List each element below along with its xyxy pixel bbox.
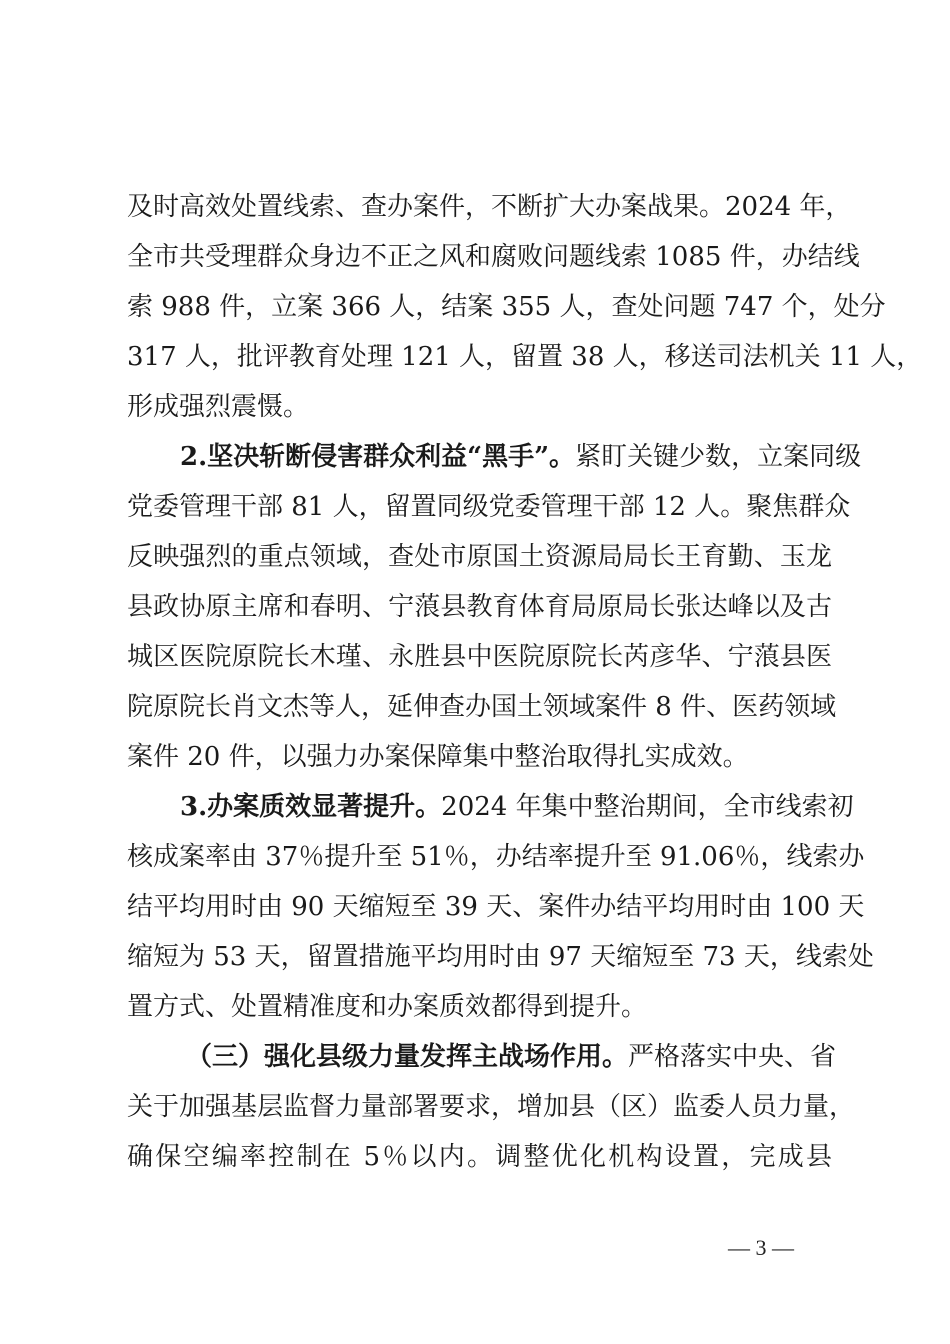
paragraph-1-line-4: 317 人，批评教育处理 121 人，留置 38 人，移送司法机关 11 人，: [127, 342, 923, 372]
paragraph-3-line-2: 核成案率由 37％提升至 51％，办结率提升至 91.06％，线索办: [127, 842, 865, 872]
paragraph-2-line-4: 县政协原主席和春明、宁蒗县教育体育局原局长张达峰以及古: [127, 592, 832, 622]
paragraph-1-line-3: 索 988 件，立案 366 人，结案 355 人，查处问题 747 个，处分: [127, 292, 886, 322]
paragraph-2-line-7: 案件 20 件，以强力办案保障集中整治取得扎实成效。: [127, 742, 749, 772]
paragraph-3-heading: 3.办案质效显著提升。: [180, 792, 442, 822]
paragraph-2-first-line: [180, 432, 862, 482]
paragraph-4-first-line-text: 严格落实中央、省: [628, 1042, 837, 1072]
paragraph-1-line-2: 全市共受理群众身边不正之风和腐败问题线索 1085 件，办结线: [127, 242, 860, 272]
paragraph-3-line-5: 置方式、处置精准度和办案质效都得到提升。: [127, 992, 648, 1022]
paragraph-4-line-2: 关于加强基层监督力量部署要求，增加县（区）监委人员力量，: [127, 1092, 856, 1122]
paragraph-2-line-5: 城区医院原院长木瑾、永胜县中医院原院长芮彦华、宁蒗县医: [127, 642, 832, 672]
paragraph-2-first-line-text: 紧盯关键少数，立案同级: [575, 442, 862, 472]
paragraph-3-first-line-text: 2024 年集中整治期间，全市线索初: [441, 792, 854, 822]
page-number: — 3 —: [728, 1235, 794, 1260]
paragraph-1-line-5: 形成强烈震慑。: [127, 392, 310, 422]
paragraph-2-heading: 2.坚决斩断侵害群众利益“黑手”。: [180, 442, 576, 472]
paragraph-3-line-4: 缩短为 53 天，留置措施平均用时由 97 天缩短至 73 天，线索处: [127, 942, 874, 972]
paragraph-2-line-2: 党委管理干部 81 人，留置同级党委管理干部 12 人。聚焦群众: [127, 492, 851, 522]
paragraph-3-line-3: 结平均用时由 90 天缩短至 39 天、案件办结平均用时由 100 天: [127, 892, 865, 922]
paragraph-1-line-1: 及时高效处置线索、查办案件，不断扩大办案战果。2024 年，: [127, 192, 852, 222]
paragraph-4-heading: （三）强化县级力量发挥主战场作用。: [186, 1042, 629, 1072]
paragraph-2-line-6: 院原院长肖文杰等人，延伸查办国土领域案件 8 件、医药领域: [127, 692, 837, 722]
paragraph-3-first-line: [180, 782, 854, 832]
paragraph-4-first-line: [186, 1032, 837, 1082]
paragraph-2-line-3: 反映强烈的重点领域，查处市原国土资源局局长王育勤、玉龙: [127, 542, 832, 572]
paragraph-4-line-3: 确保空编率控制在 5％以内。调整优化机构设置，完成县: [127, 1142, 832, 1172]
